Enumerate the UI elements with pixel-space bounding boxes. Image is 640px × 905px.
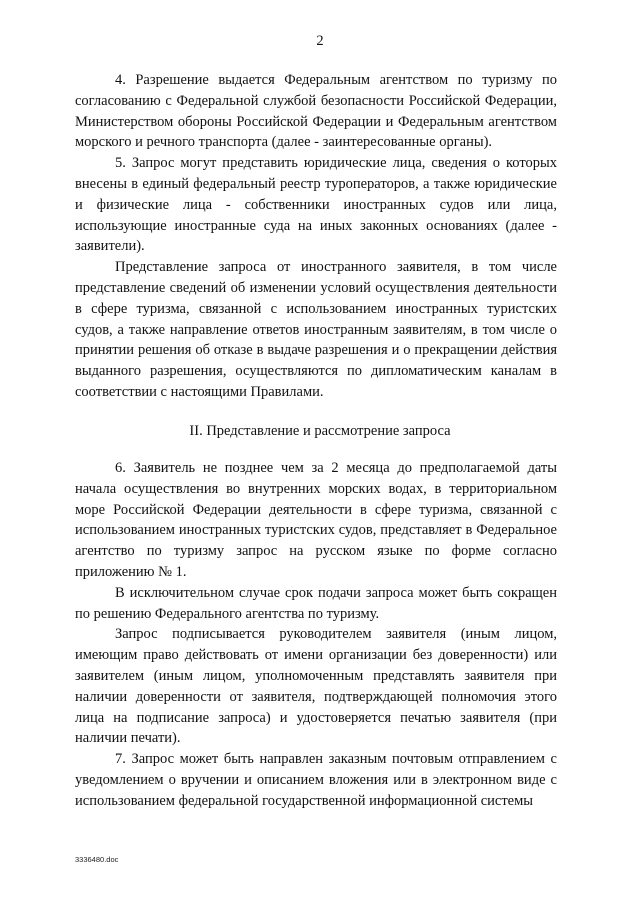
paragraph-signature: Запрос подписывается руководителем заявителя (иным лицом, имеющим право действовать от имени организации без доверенности) или заявителем (иным лицом, уполномоченным представлять заявителя при наличии доверенности от заявителя, подтверждающей полномочия этого лица на подписание запроса) и удостоверяется печатью заявителя (при наличии печати). xyxy=(75,626,557,747)
page-number: 2 xyxy=(316,33,324,49)
section-title: II. Представление и рассмотрение запроса xyxy=(189,423,451,439)
text-block-rules-6-7 xyxy=(75,458,557,812)
paragraph-exceptional-case: В исключительном случае срок подачи запроса может быть сокращен по решению Федерального агентства по туризму. xyxy=(75,584,557,622)
paragraph-6: 6. Заявитель не позднее чем за 2 месяца до предполагаемой даты начала осуществления во внутренних морских водах, в территориальном море Российской Федерации деятельности в сфере туризма, связанной с использованием иностранных туристских судов, представляет в Федеральное агентство по туризму запрос на русском языке по форме согласно приложению № 1. xyxy=(75,460,557,580)
text-block-rules-4-5 xyxy=(75,70,557,403)
paragraph-foreign-applicant: Представление запроса от иностранного заявителя, в том числе представление сведений об изменении условий осуществления деятельности в сфере туризма, связанной с использованием иностранных туристских судов, а также направление ответов иностранным заявителям, в том числе о принятии решения об отказе в выдаче разрешения и о прекращении действия выданного разрешения, осуществляются по дипломатическим каналам в соответствии с настоящими Правилами. xyxy=(75,259,557,400)
paragraph-7: 7. Запрос может быть направлен заказным почтовым отправлением с уведомлением о вручении и описанием вложения или в электронном виде с использованием федеральной государственной информационной системы xyxy=(75,751,557,809)
document-filename: 3336480.doc xyxy=(75,855,119,864)
paragraph-4: 4. Разрешение выдается Федеральным агентством по туризму по согласованию с Федеральной службой безопасности Российской Федерации, Министерством обороны Российской Федерации и Федеральным агентством морского и речного транспорта (далее - заинтересованные органы). xyxy=(75,72,557,151)
paragraph-5: 5. Запрос могут представить юридические лица, сведения о которых внесены в единый федеральный реестр туроператоров, а также юридические и физические лица - собственники иностранных судов или лица, использующие иностранные суда на иных законных основаниях (далее - заявители). xyxy=(75,155,557,255)
